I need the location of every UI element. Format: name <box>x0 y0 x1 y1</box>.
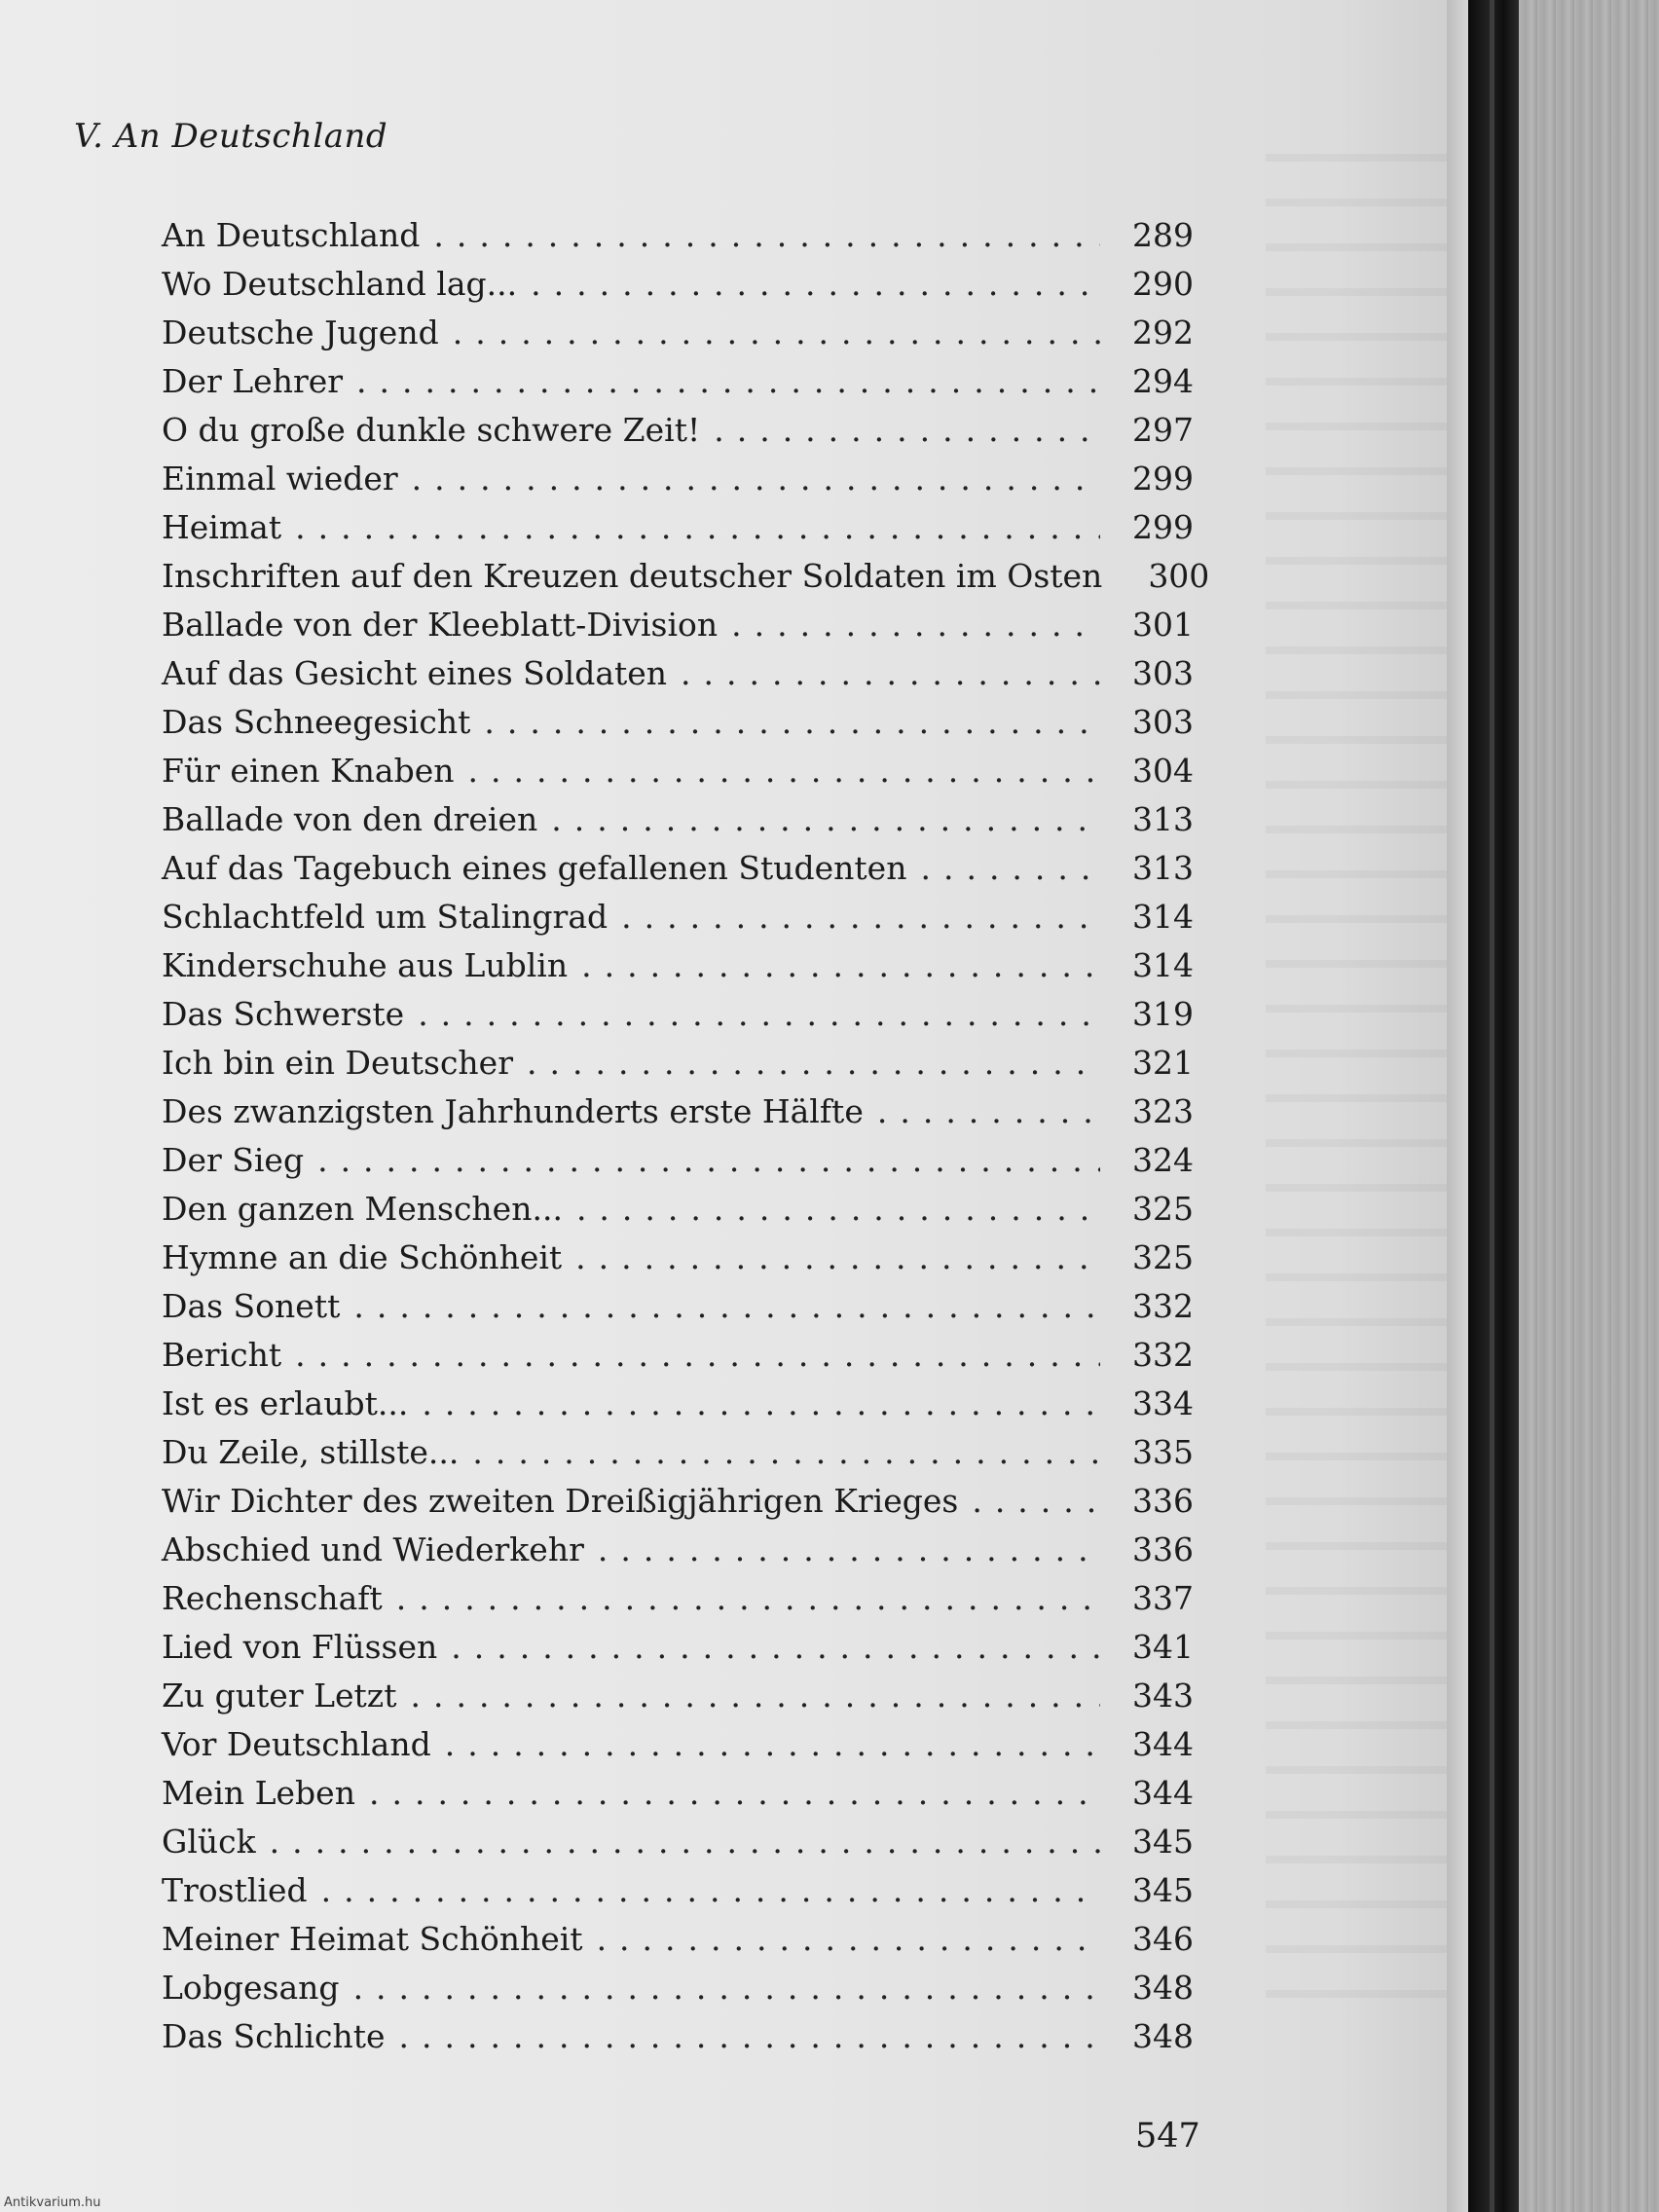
page-number: 547 <box>1135 2117 1200 2156</box>
leader-dots <box>353 1969 1100 2007</box>
toc-entry-page: 346 <box>1132 1920 1194 1958</box>
leader-dots <box>295 508 1100 546</box>
leader-dots <box>399 2017 1100 2055</box>
leader-dots <box>597 1920 1100 1958</box>
toc-entry-page: 294 <box>1132 362 1194 400</box>
toc-entry <box>162 265 1194 313</box>
leader-dots <box>295 1336 1100 1374</box>
leader-dots <box>575 1238 1100 1276</box>
toc-entry-page: 332 <box>1132 1287 1194 1325</box>
leader-dots <box>453 313 1100 351</box>
toc-entry-title: Wo Deutschland lag... <box>162 265 518 303</box>
toc-entry-page: 344 <box>1132 1725 1194 1763</box>
toc-entry-page: 314 <box>1132 898 1194 936</box>
leader-dots <box>445 1725 1100 1763</box>
section-title: V. An Deutschland <box>74 117 388 156</box>
toc-entry-title: Glück <box>162 1823 256 1861</box>
toc-entry <box>162 1190 1194 1238</box>
toc-entry <box>162 1579 1194 1628</box>
toc-entry-page: 341 <box>1132 1628 1194 1666</box>
toc-entry-page: 313 <box>1132 849 1194 887</box>
toc-entry <box>162 362 1194 411</box>
table-of-contents <box>162 216 1210 2066</box>
leader-dots <box>468 752 1100 790</box>
toc-entry <box>162 1530 1194 1579</box>
toc-entry-title: An Deutschland <box>162 216 421 254</box>
toc-entry-title: Wir Dichter des zweiten Dreißigjährigen Krieges <box>162 1482 959 1520</box>
toc-entry-title: Ballade von der Kleeblatt-Division <box>162 606 719 644</box>
toc-entry-title: Trostlied <box>162 1871 308 1909</box>
leader-dots <box>531 265 1100 303</box>
toc-entry <box>162 216 1194 265</box>
toc-entry-page: 325 <box>1132 1190 1194 1228</box>
toc-entry-page: 301 <box>1132 606 1194 644</box>
page-edge <box>1447 0 1468 2212</box>
toc-entry-title: Vor Deutschland <box>162 1725 431 1763</box>
toc-entry-title: Heimat <box>162 508 282 546</box>
toc-entry-title: Der Lehrer <box>162 362 344 400</box>
toc-entry <box>162 946 1194 995</box>
toc-entry <box>162 2017 1194 2066</box>
background-surface <box>1519 0 1659 2212</box>
toc-entry <box>162 995 1194 1044</box>
toc-entry-page: 290 <box>1132 265 1194 303</box>
toc-entry-page: 334 <box>1132 1384 1194 1422</box>
leader-dots <box>621 898 1100 936</box>
toc-entry-title: Abschied und Wiederkehr <box>162 1530 584 1568</box>
leader-dots <box>714 411 1100 449</box>
toc-entry-page: 289 <box>1132 216 1194 254</box>
leader-dots <box>451 1628 1100 1666</box>
leader-dots <box>581 946 1100 984</box>
toc-entry-title: Hymne an die Schönheit <box>162 1238 563 1276</box>
toc-entry-page: 337 <box>1132 1579 1194 1617</box>
toc-entry <box>162 1871 1194 1920</box>
toc-entry-page: 319 <box>1132 995 1194 1033</box>
leader-dots <box>369 1774 1100 1812</box>
toc-entry-page: 325 <box>1132 1238 1194 1276</box>
toc-entry-page: 345 <box>1132 1871 1194 1909</box>
toc-entry <box>162 1287 1194 1336</box>
toc-entry-page: 324 <box>1132 1141 1194 1179</box>
toc-entry <box>162 1482 1194 1530</box>
toc-entry-page: 323 <box>1132 1092 1194 1130</box>
leader-dots <box>353 1287 1100 1325</box>
toc-entry-page: 343 <box>1132 1677 1194 1714</box>
toc-entry-title: Schlachtfeld um Stalingrad <box>162 898 608 936</box>
toc-entry-title: Mein Leben <box>162 1774 355 1812</box>
leader-dots <box>356 362 1100 400</box>
watermark: Antikvarium.hu <box>4 2195 101 2210</box>
toc-entry-title: Bericht <box>162 1336 282 1374</box>
leader-dots <box>484 703 1100 741</box>
toc-entry <box>162 849 1194 898</box>
toc-entry-page: 297 <box>1132 411 1194 449</box>
toc-entry <box>162 800 1194 849</box>
toc-entry <box>162 752 1194 800</box>
toc-entry-title: Der Sieg <box>162 1141 305 1179</box>
toc-entry-page: 292 <box>1132 313 1194 351</box>
toc-entry-title: Das Schlichte <box>162 2017 386 2055</box>
toc-entry-page: 299 <box>1132 508 1194 546</box>
toc-entry <box>162 1969 1194 2017</box>
toc-entry-page: 336 <box>1132 1482 1194 1520</box>
toc-entry-page: 348 <box>1132 1969 1194 2007</box>
toc-entry <box>162 1141 1194 1190</box>
toc-entry-page: 344 <box>1132 1774 1194 1812</box>
toc-entry-page: 332 <box>1132 1336 1194 1374</box>
toc-entry-title: Kinderschuhe aus Lublin <box>162 946 569 984</box>
leader-dots <box>410 1677 1100 1714</box>
leader-dots <box>472 1433 1100 1471</box>
leader-dots <box>576 1190 1100 1228</box>
toc-entry <box>162 1628 1194 1677</box>
toc-entry <box>162 1238 1194 1287</box>
toc-entry-title: Das Sonett <box>162 1287 341 1325</box>
toc-entry-title: Einmal wieder <box>162 460 398 498</box>
leader-dots <box>396 1579 1100 1617</box>
leader-dots <box>418 995 1100 1033</box>
toc-entry-page: 345 <box>1132 1823 1194 1861</box>
toc-entry <box>162 1336 1194 1384</box>
leader-dots <box>321 1871 1100 1909</box>
toc-entry <box>162 1774 1194 1823</box>
toc-entry-title: Inschriften auf den Kreuzen deutscher Soldaten im Osten <box>162 557 1103 595</box>
toc-entry <box>162 606 1194 654</box>
toc-entry-title: Lobgesang <box>162 1969 340 2007</box>
toc-entry-page: 321 <box>1132 1044 1194 1082</box>
toc-entry-page: 299 <box>1132 460 1194 498</box>
leader-dots <box>598 1530 1100 1568</box>
leader-dots <box>681 654 1100 692</box>
toc-entry-page: 348 <box>1132 2017 1194 2055</box>
leader-dots <box>972 1482 1100 1520</box>
leader-dots <box>731 606 1100 644</box>
leader-dots <box>317 1141 1100 1179</box>
toc-entry <box>162 898 1194 946</box>
toc-entry <box>162 1433 1194 1482</box>
toc-entry-title: Meiner Heimat Schönheit <box>162 1920 583 1958</box>
leader-dots <box>527 1044 1100 1082</box>
toc-entry-title: Auf das Gesicht eines Soldaten <box>162 654 668 692</box>
toc-entry <box>162 411 1194 460</box>
toc-entry <box>162 1725 1194 1774</box>
toc-entry <box>162 1920 1194 1969</box>
leader-dots <box>270 1823 1100 1861</box>
toc-entry-title: Das Schwerste <box>162 995 405 1033</box>
toc-entry-title: Rechenschaft <box>162 1579 383 1617</box>
toc-entry-title: Lied von Flüssen <box>162 1628 438 1666</box>
leader-dots <box>877 1092 1100 1130</box>
toc-entry <box>162 703 1194 752</box>
toc-entry <box>162 1044 1194 1092</box>
toc-entry-title: Zu guter Letzt <box>162 1677 397 1714</box>
toc-entry-page: 304 <box>1132 752 1194 790</box>
toc-entry-title: Ist es erlaubt... <box>162 1384 409 1422</box>
toc-entry-title: Den ganzen Menschen... <box>162 1190 563 1228</box>
toc-entry-title: Ich bin ein Deutscher <box>162 1044 513 1082</box>
cover-highlight <box>1490 0 1494 2212</box>
toc-entry-title: Ballade von den dreien <box>162 800 538 838</box>
toc-entry-page: 313 <box>1132 800 1194 838</box>
show-through-text <box>1266 117 1451 2015</box>
toc-entry-title: Du Zeile, stillste... <box>162 1433 460 1471</box>
toc-entry-title: Auf das Tagebuch eines gefallenen Studenten <box>162 849 907 887</box>
leader-dots <box>920 849 1100 887</box>
toc-entry-page: 335 <box>1132 1433 1194 1471</box>
toc-entry-title: Für einen Knaben <box>162 752 455 790</box>
toc-entry <box>162 654 1194 703</box>
toc-entry <box>162 508 1194 557</box>
toc-entry-title: Das Schneegesicht <box>162 703 471 741</box>
toc-entry <box>162 313 1194 362</box>
toc-entry <box>162 557 1210 606</box>
toc-entry <box>162 460 1194 508</box>
leader-dots <box>433 216 1100 254</box>
toc-entry-title: O du große dunkle schwere Zeit! <box>162 411 701 449</box>
toc-entry-page: 314 <box>1132 946 1194 984</box>
toc-entry <box>162 1092 1194 1141</box>
leader-dots <box>551 800 1100 838</box>
toc-entry <box>162 1677 1194 1725</box>
toc-entry <box>162 1384 1194 1433</box>
toc-entry-page: 303 <box>1132 703 1194 741</box>
toc-entry-page: 336 <box>1132 1530 1194 1568</box>
toc-entry-title: Des zwanzigsten Jahrhunderts erste Hälfte <box>162 1092 864 1130</box>
leader-dots <box>412 460 1100 498</box>
toc-entry-title: Deutsche Jugend <box>162 313 439 351</box>
toc-entry-page: 300 <box>1148 557 1210 595</box>
leader-dots <box>422 1384 1100 1422</box>
toc-entry <box>162 1823 1194 1871</box>
toc-entry-page: 303 <box>1132 654 1194 692</box>
